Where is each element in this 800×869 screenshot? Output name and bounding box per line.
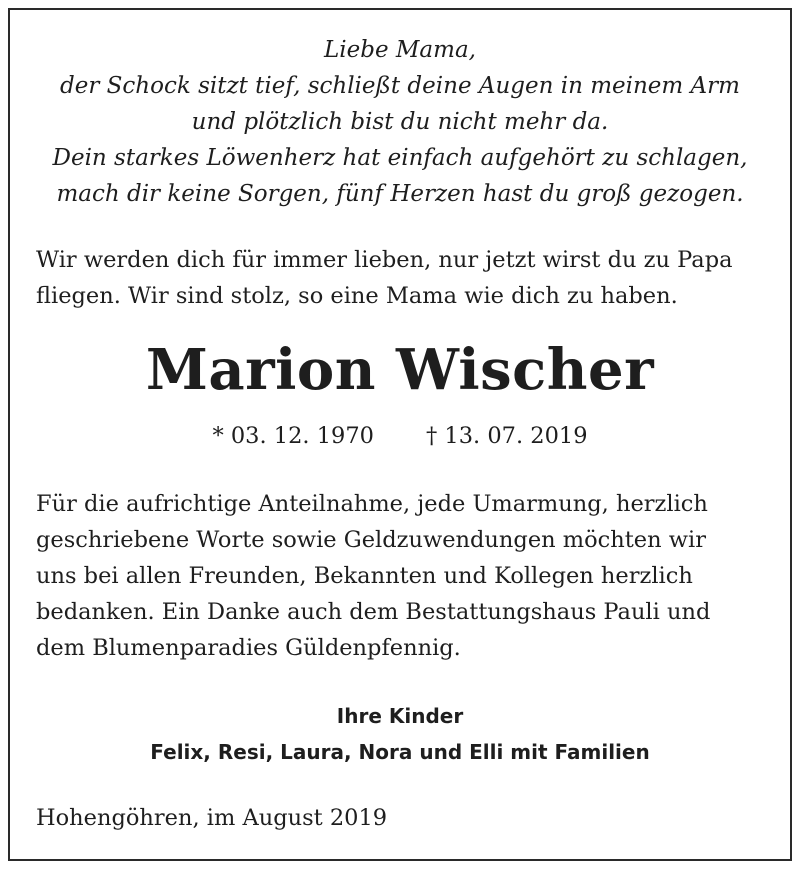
poem-line: der Schock sitzt tief, schließt deine Augen in meinem Arm	[60, 73, 740, 99]
life-dates	[10, 420, 790, 452]
deceased-name: Marion Wischer	[145, 337, 655, 403]
paragraph-line: uns bei allen Freunden, Bekannten und Kollegen herzlich	[36, 563, 693, 589]
paragraph-line: dem Blumenparadies Güldenpfennig.	[36, 635, 461, 661]
death-date: † 13. 07. 2019	[426, 423, 588, 449]
paragraph-line: Wir werden dich für immer lieben, nur jetzt wirst du zu Papa	[36, 247, 733, 273]
intro-paragraph	[36, 242, 766, 314]
poem-line: und plötzlich bist du nicht mehr da.	[191, 109, 609, 135]
poem-line: Liebe Mama,	[324, 37, 476, 63]
obituary-notice	[8, 8, 792, 861]
signers-heading: Ihre Kinder	[336, 704, 464, 728]
paragraph-line: fliegen. Wir sind stolz, so eine Mama wie dich zu haben.	[36, 283, 678, 309]
poem-line: mach dir keine Sorgen, fünf Herzen hast du groß gezogen.	[56, 181, 744, 207]
memorial-poem	[10, 32, 790, 212]
signers-block	[10, 698, 790, 770]
poem-line: Dein starkes Löwenherz hat einfach aufgehört zu schlagen,	[52, 145, 748, 171]
signers-names: Felix, Resi, Laura, Nora und Elli mit Familien	[150, 740, 650, 764]
paragraph-line: Für die aufrichtige Anteilnahme, jede Umarmung, herzlich	[36, 491, 708, 517]
place-and-date: Hohengöhren, im August 2019	[36, 805, 388, 831]
birth-date: * 03. 12. 1970	[212, 423, 374, 449]
paragraph-line: bedanken. Ein Danke auch dem Bestattungshaus Pauli und	[36, 599, 711, 625]
paragraph-line: geschriebene Worte sowie Geldzuwendungen möchten wir	[36, 527, 706, 553]
thanks-paragraph	[36, 486, 766, 666]
